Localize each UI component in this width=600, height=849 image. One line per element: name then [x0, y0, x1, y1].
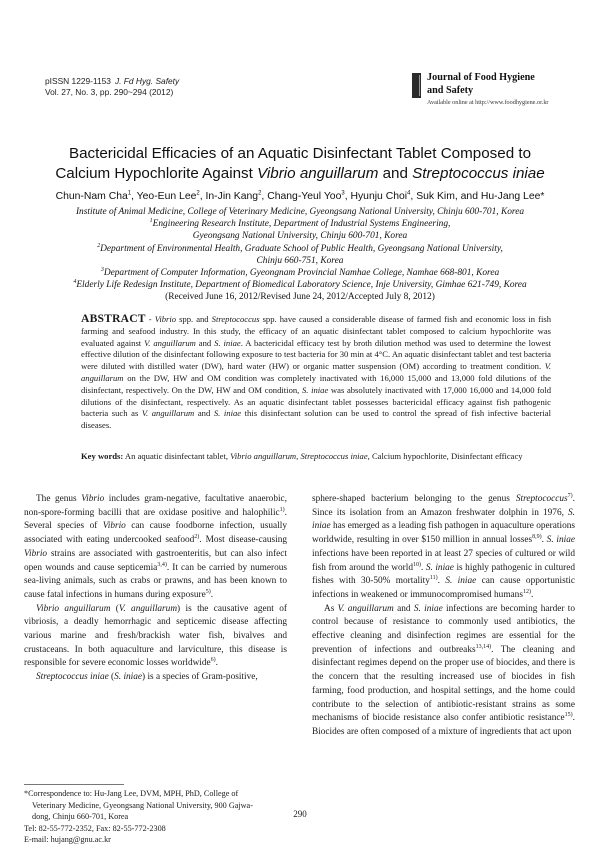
affiliation-line: Chinju 660-751, Korea — [256, 255, 344, 266]
title-line-1: Bactericidal Efficacies of an Aquatic Disinfectant Tablet Composed to — [68, 145, 532, 162]
affiliation-line: $^1$Engineering Research Institute, Department of Industrial Systems Engineering, — [149, 218, 451, 230]
affiliation-line: $^4$Elderly Life Redesign Institute, Department of Biomedical Laboratory Science, Inje University, Gimhae 621-749, Korea — [73, 279, 527, 291]
affiliation-line: $^3$Department of Computer Information, Gyeongnam Provincial Namhae College, Namhae 668-801, Korea — [100, 266, 500, 279]
journal-url: Available online at http://www.foodhygiene.or.kr — [427, 99, 549, 106]
affiliation-line: $^2$Department of Environmental Health, Graduate School of Public Health, Gyeongsang National University, — [97, 242, 503, 254]
keywords-body: An aquatic disinfectant tablet, Vibrio anguillarum, Streptococcus iniae, Calcium hypochlorite, Disinfectant efficacy — [123, 451, 523, 461]
affiliation-line: Gyeongsang National University, Chinju 600-701, Korea — [192, 231, 408, 242]
title-line-2: Calcium Hypochlorite Against Vibrio anguillarum and Streptococcus iniae — [55, 165, 545, 182]
footnote-line3: dong, Chinju 660-701, Korea — [32, 812, 129, 821]
volume-line: Vol. 27, No. 3, pp. 290~294 (2012) — [45, 87, 174, 97]
page-number: 290 — [293, 809, 307, 819]
affiliations — [20, 206, 580, 304]
footnote-email: E-mail: hujang@gnu.ac.kr — [24, 835, 111, 844]
journal-name — [427, 71, 562, 97]
footnote-divider — [24, 784, 124, 785]
issn: pISSN 1229-1153 — [45, 76, 111, 86]
received-dates: (Received June 16, 2012/Revised June 24, 2012/Accepted July 8, 2012) — [165, 292, 435, 303]
footnote-line2: Veterinary Medicine, Gyeongsang National University, 900 Gajwa- — [32, 800, 253, 810]
body-column-right: sphere-shaped bacterium belonging to the genus Streptococcus$^{7)}$. Since its isolation from an Amazon freshwater dolphin in 1976, S. iniae has emerged as a leading fish pathogen in aquaculture operations worldwide, resulting in over $150 million in annual losses$^{8,9)}$. S. iniae infections have been reported in at least 27 species of cultured or wild fish from around the world$^{10)}$. S. iniae is highly pathogenic in cultured fishes with 30-50% mortality$^{11)}$. S. iniae can cause opportunistic infections in weakened or immunocompromised humans$^{12)}$. As V. anguillarum and S. iniae infections are becoming harder to control because of resistance to commonly used antibiotics, the effective cleaning and disinfection regimes are essential for the prevention of infections and outbreaks$^{13,14)}$. The cleaning and disinfectant regimes depend on the proper use of biocides, and there is the concern that the resulting increased use of biocides in fish farming, food production, and hospital settings, and the home could contribute to the selection of antibiotic-resistant strains as some mechanisms of biocide resistance also confer antibiotic resistance$^{15)}$. Biocides are often composed of a mixture of ingredients that act upon — [312, 492, 576, 737]
affiliation-line: Institute of Animal Medicine, College of Veterinary Medicine, Gyeongsang National University, Chinju 600-701, Korea — [75, 207, 525, 217]
abstract-label: ABSTRACT — [81, 312, 146, 325]
keywords — [81, 451, 551, 463]
abstract — [81, 313, 551, 432]
footnote-line1: *Correspondence to: Hu-Jang Lee, DVM, MPH, PhD, College of — [24, 789, 239, 798]
body-column-left: The genus Vibrio includes gram-negative, facultative anaerobic, non-spore-forming bacilli that are oxidase positive and halophilic$^{1)}$. Several species of Vibrio can cause foodborne infection, usually associated with eating undercooked seafood$^{2)}$. Most disease-causing Vibrio strains are associated with gastroenteritis, but can also infect open wounds and cause septicemia$^{3,4)}$. It can be carried by numerous sea-living animals, such as crabs or prawns, and has been known to cause fatal infections in humans during exposure$^{5)}$. Vibrio anguillarum (V. anguillarum) is the causative agent of vibriosis, a deadly hemorrhagic and septicemic disease affecting various marine and fresh/brackish water fish, bivalves and crustaceans. In both aquaculture and larviculture, this disease is responsible for severe economic losses worldwide$^{6)}$. Streptococcus iniae (S. iniae) is a species of Gram-positive, — [24, 494, 288, 683]
author-list: Chun-Nam Cha$^1$, Yeo-Eun Lee$^2$, In-Jin Kang$^2$, Chang-Yeul Yoo$^3$, Hyunju Choi$^4$, Suk Kim, and Hu-Jang Lee* — [55, 190, 545, 202]
keywords-label: Key words: — [81, 451, 124, 461]
journal-citation-header — [45, 76, 179, 98]
paper-title — [40, 144, 560, 184]
journal-abbrev: J. Fd Hyg. Safety — [114, 76, 180, 86]
abstract-body: - Vibrio spp. and Streptococcus spp. have caused a considerable disease of farmed fish and economic loss in fish farming and seafood industry. In this study, the efficacy of an aquatic disinfectant tablet composed to calcium hypochlorite was evaluated against V. anguillarum and S. iniae. A bactericidal efficacy test by broth dilution method was used to determine the lowest effective dilution of the disinfectant following exposure to test bacteria for 30 min at 4°C. An aquatic disinfectant tablet and test bacteria were diluted with distilled water (DW), hard water (HW) or organic matter suspension (OM) according to treatment condition. V. anguillarum on the DW, HW and OM condition was completely inactivated with 16,000 15,000 and 13,000 fold dilutions of the disinfectant, respectively. On the DW, HW and OM condition, S. iniae was absolutely inactivated with 17,000 16,000 and 14,000 fold dilutions of the disinfectant, respectively. As an aquatic disinfectant tablet possesses bactericidal efficacy against fish pathogenic bacteria such as V. anguillarum and S. iniae this disinfectant solution can be used to control the spread of fish infective bacterial diseases. — [81, 314, 552, 431]
journal-name-line1: Journal of Food Hygiene — [427, 72, 535, 83]
footnote-tel-fax: Tel: 82-55-772-2352, Fax: 82-55-772-2308 — [24, 823, 166, 833]
journal-name-line2: and Safety — [427, 85, 474, 96]
journal-logo-icon — [412, 73, 421, 98]
